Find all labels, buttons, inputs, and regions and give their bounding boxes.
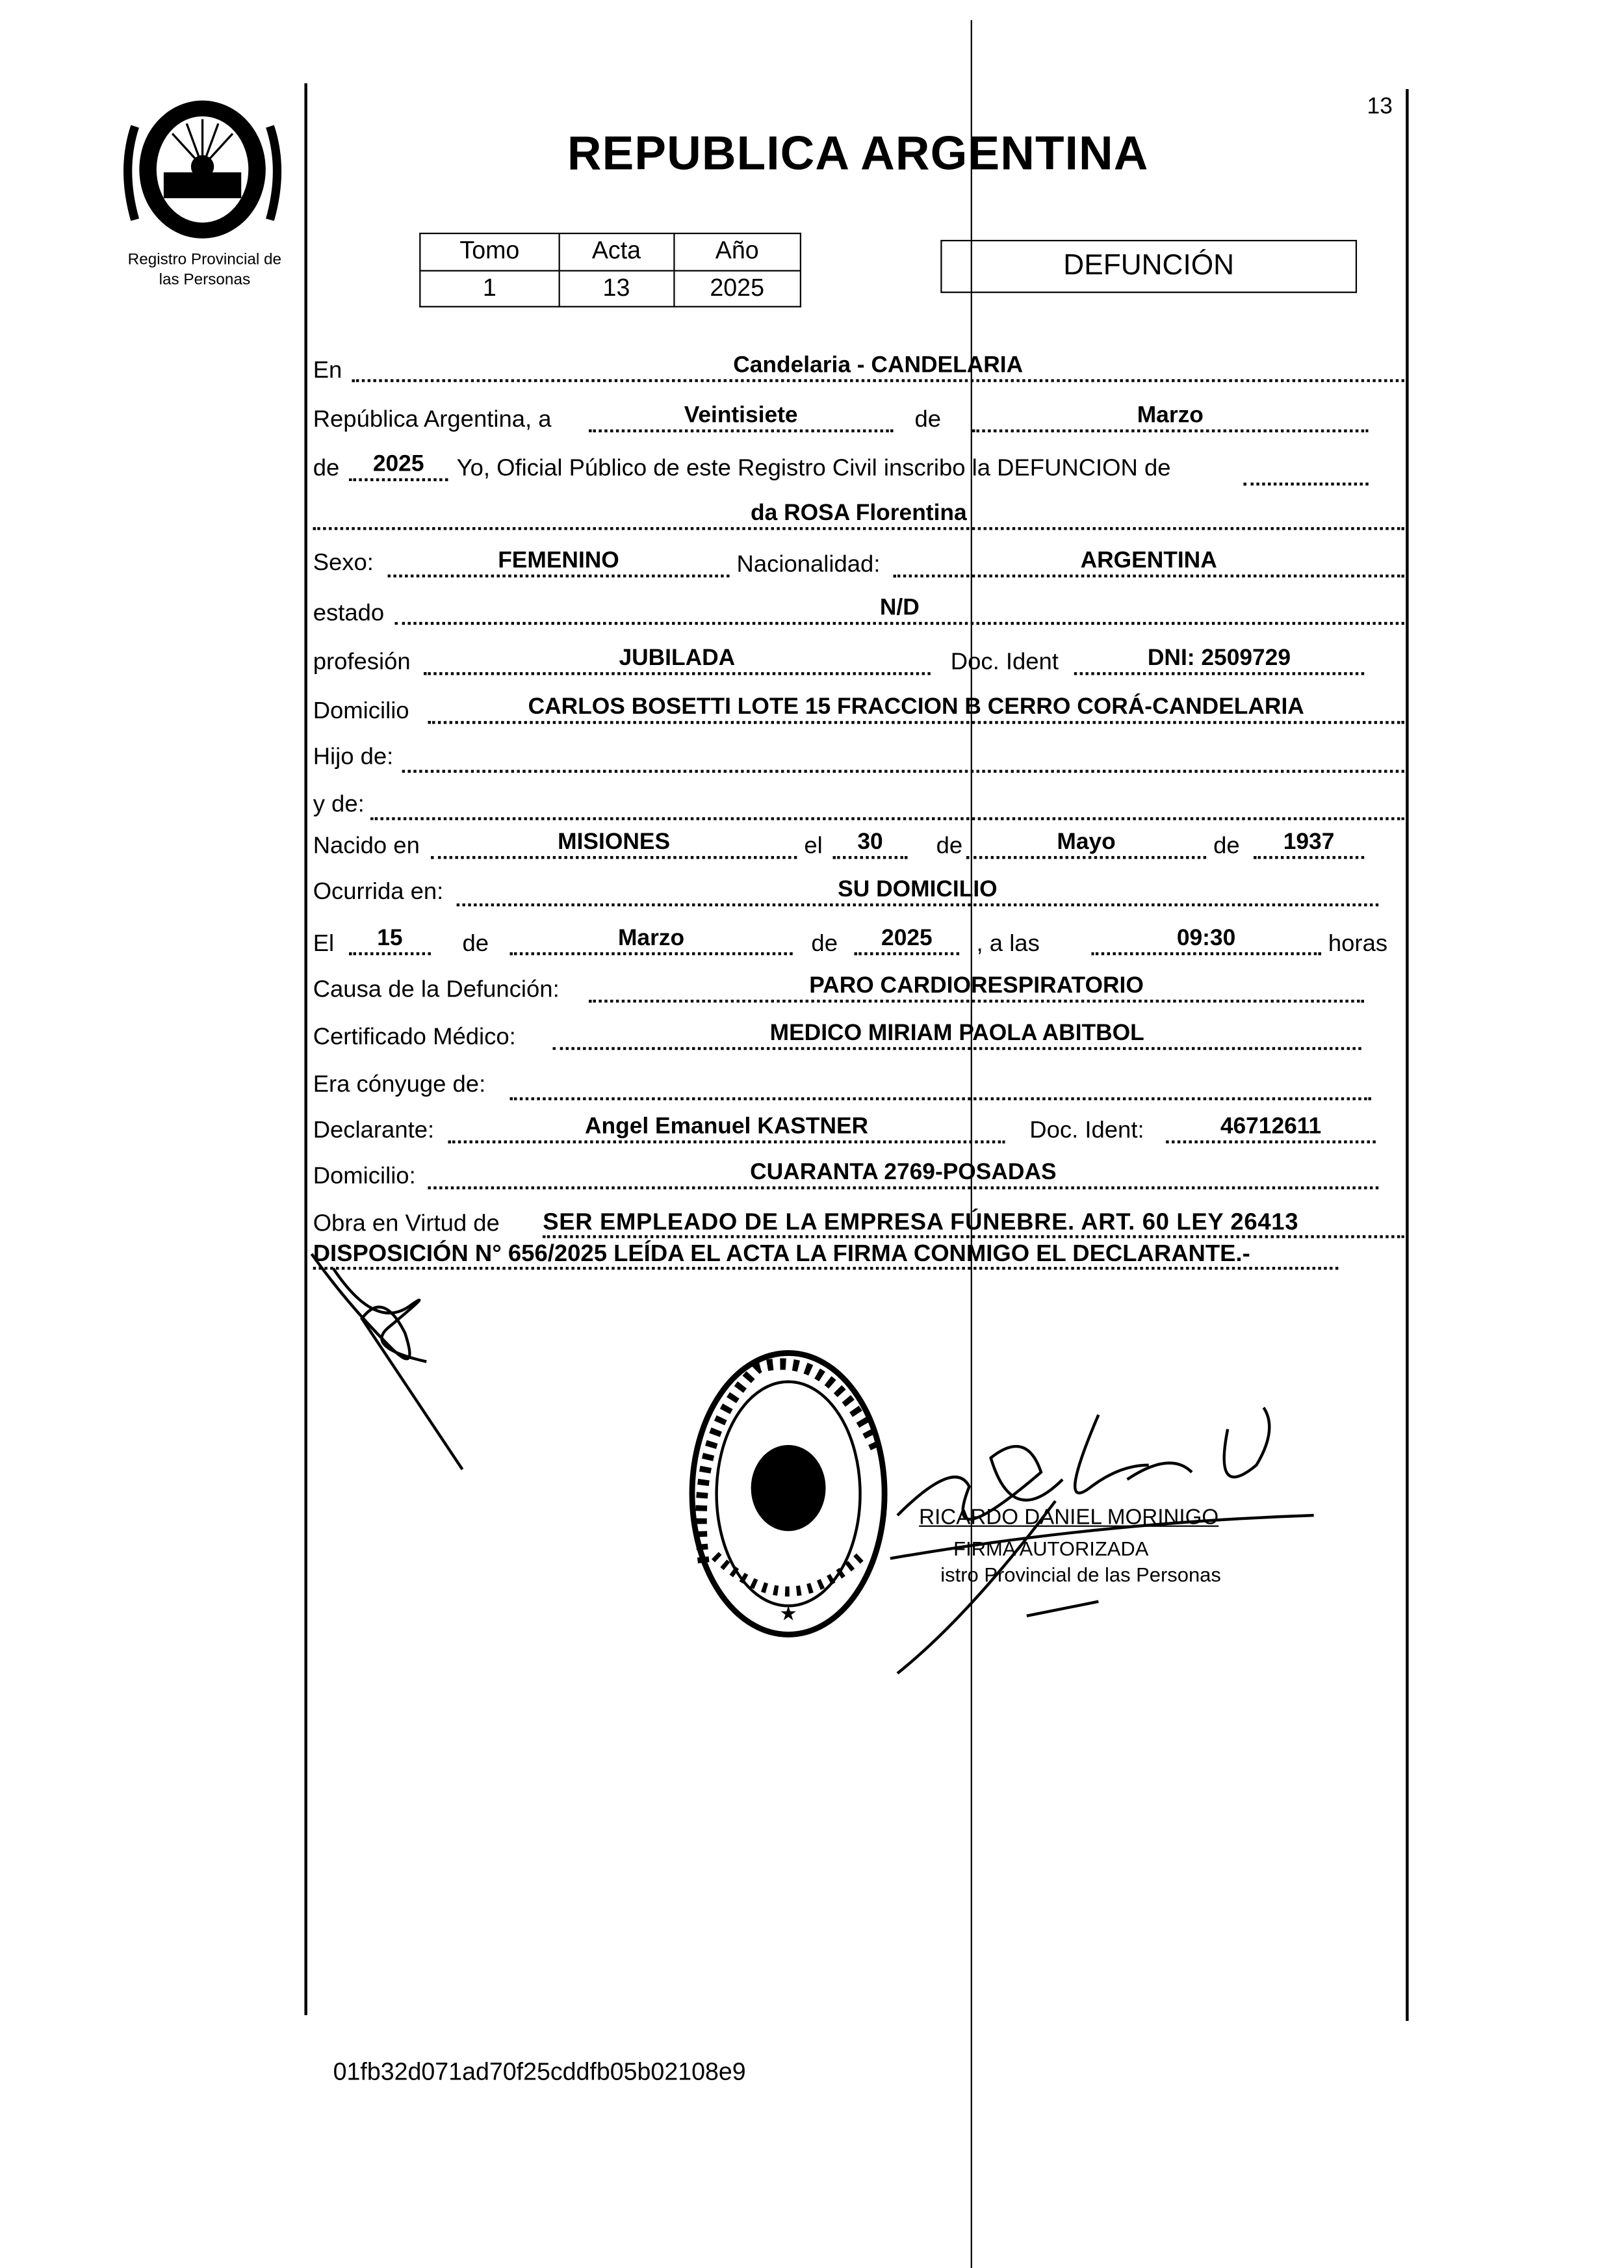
province-seal-logo <box>115 98 290 241</box>
signatory-org: istro Provincial de las Personas <box>940 1563 1221 1586</box>
nacido-mes-field: Mayo <box>966 830 1206 859</box>
nacionalidad-label: Nacionalidad: <box>736 551 881 578</box>
declarante-domicilio-field: CUARANTA 2769-POSADAS <box>428 1160 1378 1189</box>
sexo-label: Sexo: <box>313 550 374 577</box>
nacido-el-label: el <box>804 833 823 859</box>
doc-label: Doc. Ident <box>950 649 1059 675</box>
estado-label: estado <box>313 600 385 627</box>
signatory-name: RICARDO DANIEL MORINIGO <box>919 1505 1219 1530</box>
domicilio-label: Domicilio <box>313 697 409 724</box>
header-acta: Acta <box>559 233 673 270</box>
obra-field-line2: DISPOSICIÓN N° 656/2025 LEÍDA EL ACTA LA FIRMA CONMIGO EL DECLARANTE.- <box>313 1241 1339 1270</box>
document-hash: 01fb32d071ad70f25cddfb05b02108e9 <box>333 2058 746 2086</box>
year-label: de <box>313 455 340 482</box>
declarante-domicilio-label: Domicilio: <box>313 1163 416 1190</box>
nacido-label: Nacido en <box>313 833 420 859</box>
conyuge-label: Era cónyuge de: <box>313 1071 486 1098</box>
left-margin-line <box>304 83 306 2015</box>
yde-label: y de: <box>313 791 365 818</box>
value-anio: 2025 <box>674 270 801 306</box>
certificado-field: MEDICO MIRIAM PAOLA ABITBOL <box>553 1021 1361 1050</box>
fecha-dia-field: 15 <box>349 926 431 955</box>
declarante-field: Angel Emanuel KASTNER <box>448 1115 1005 1143</box>
fecha-anio-field: 2025 <box>855 926 959 955</box>
causa-field: PARO CARDIORESPIRATORIO <box>589 974 1364 1002</box>
sexo-field: FEMENINO <box>388 549 730 577</box>
value-tomo: 1 <box>420 270 559 306</box>
ocurrida-field: SU DOMICILIO <box>457 878 1379 906</box>
page-number: 13 <box>1367 94 1393 120</box>
svg-text:★: ★ <box>779 1602 797 1626</box>
month-field: Marzo <box>972 404 1369 432</box>
en-field: Candelaria - CANDELARIA <box>352 354 1404 382</box>
causa-label: Causa de la Defunción: <box>313 976 560 1003</box>
deceased-name-field: da ROSA Florentina <box>313 501 1404 530</box>
nacido-anio-field: 1937 <box>1254 830 1364 859</box>
de-label: de <box>914 406 942 433</box>
declarant-signature <box>304 1247 476 1477</box>
horas-label: horas <box>1328 930 1388 957</box>
inscribo-blank-field <box>1244 457 1369 486</box>
estado-field: N/D <box>395 596 1404 625</box>
domicilio-field: CARLOS BOSETTI LOTE 15 FRACCION B CERRO CORÁ-CANDELARIA <box>428 695 1404 723</box>
header-tomo: Tomo <box>420 233 559 270</box>
hijo-field <box>402 744 1404 773</box>
hora-field: 09:30 <box>1091 926 1321 955</box>
fecha-de2-label: de <box>811 930 838 957</box>
declarante-doc-field: 46712611 <box>1166 1115 1376 1143</box>
declarante-label: Declarante: <box>313 1117 435 1143</box>
year-field: 2025 <box>349 452 448 481</box>
nacido-de1-label: de <box>936 833 963 859</box>
inscribo-text: Yo, Oficial Público de este Registro Civil inscribo la DEFUNCION de <box>456 455 1171 482</box>
registry-caption-line2: las Personas <box>159 271 251 289</box>
certificado-label: Certificado Médico: <box>313 1024 516 1050</box>
nacionalidad-field: ARGENTINA <box>893 549 1404 577</box>
ocurrida-label: Ocurrida en: <box>313 879 444 906</box>
header-anio: Año <box>674 233 801 270</box>
hijo-label: Hijo de: <box>313 744 394 770</box>
conyuge-field <box>509 1071 1371 1100</box>
registry-caption-line1: Registro Provincial de <box>127 251 282 269</box>
nacido-dia-field: 30 <box>833 830 908 859</box>
obra-label: Obra en Virtud de <box>313 1210 500 1237</box>
record-table <box>419 233 801 307</box>
value-acta: 13 <box>559 270 673 306</box>
declarante-doc-label: Doc. Ident: <box>1029 1117 1144 1143</box>
signatory-role: FIRMA AUTORIZADA <box>953 1537 1149 1560</box>
obra-field-line1: SER EMPLEADO DE LA EMPRESA FÚNEBRE. ART. 60 LEY 26413 <box>543 1209 1404 1238</box>
right-margin-line <box>1406 89 1408 2021</box>
nacido-lugar-field: MISIONES <box>431 830 797 859</box>
profesion-field: JUBILADA <box>424 646 931 675</box>
record-type-box: DEFUNCIÓN <box>940 240 1357 293</box>
alas-label: , a las <box>976 930 1040 957</box>
nacido-de2-label: de <box>1213 833 1240 859</box>
page-title: REPUBLICA ARGENTINA <box>567 126 1149 180</box>
fecha-mes-field: Marzo <box>509 926 792 955</box>
doc-field: DNI: 2509729 <box>1074 646 1364 675</box>
official-stamp <box>686 1348 890 1641</box>
profesion-label: profesión <box>313 649 411 675</box>
republica-label: República Argentina, a <box>313 406 552 433</box>
en-label: En <box>313 358 342 384</box>
fecha-de1-label: de <box>462 930 489 957</box>
day-field: Veintisiete <box>589 404 893 432</box>
yde-field <box>370 791 1404 820</box>
fecha-el-label: El <box>313 930 335 957</box>
registry-caption <box>86 250 324 290</box>
